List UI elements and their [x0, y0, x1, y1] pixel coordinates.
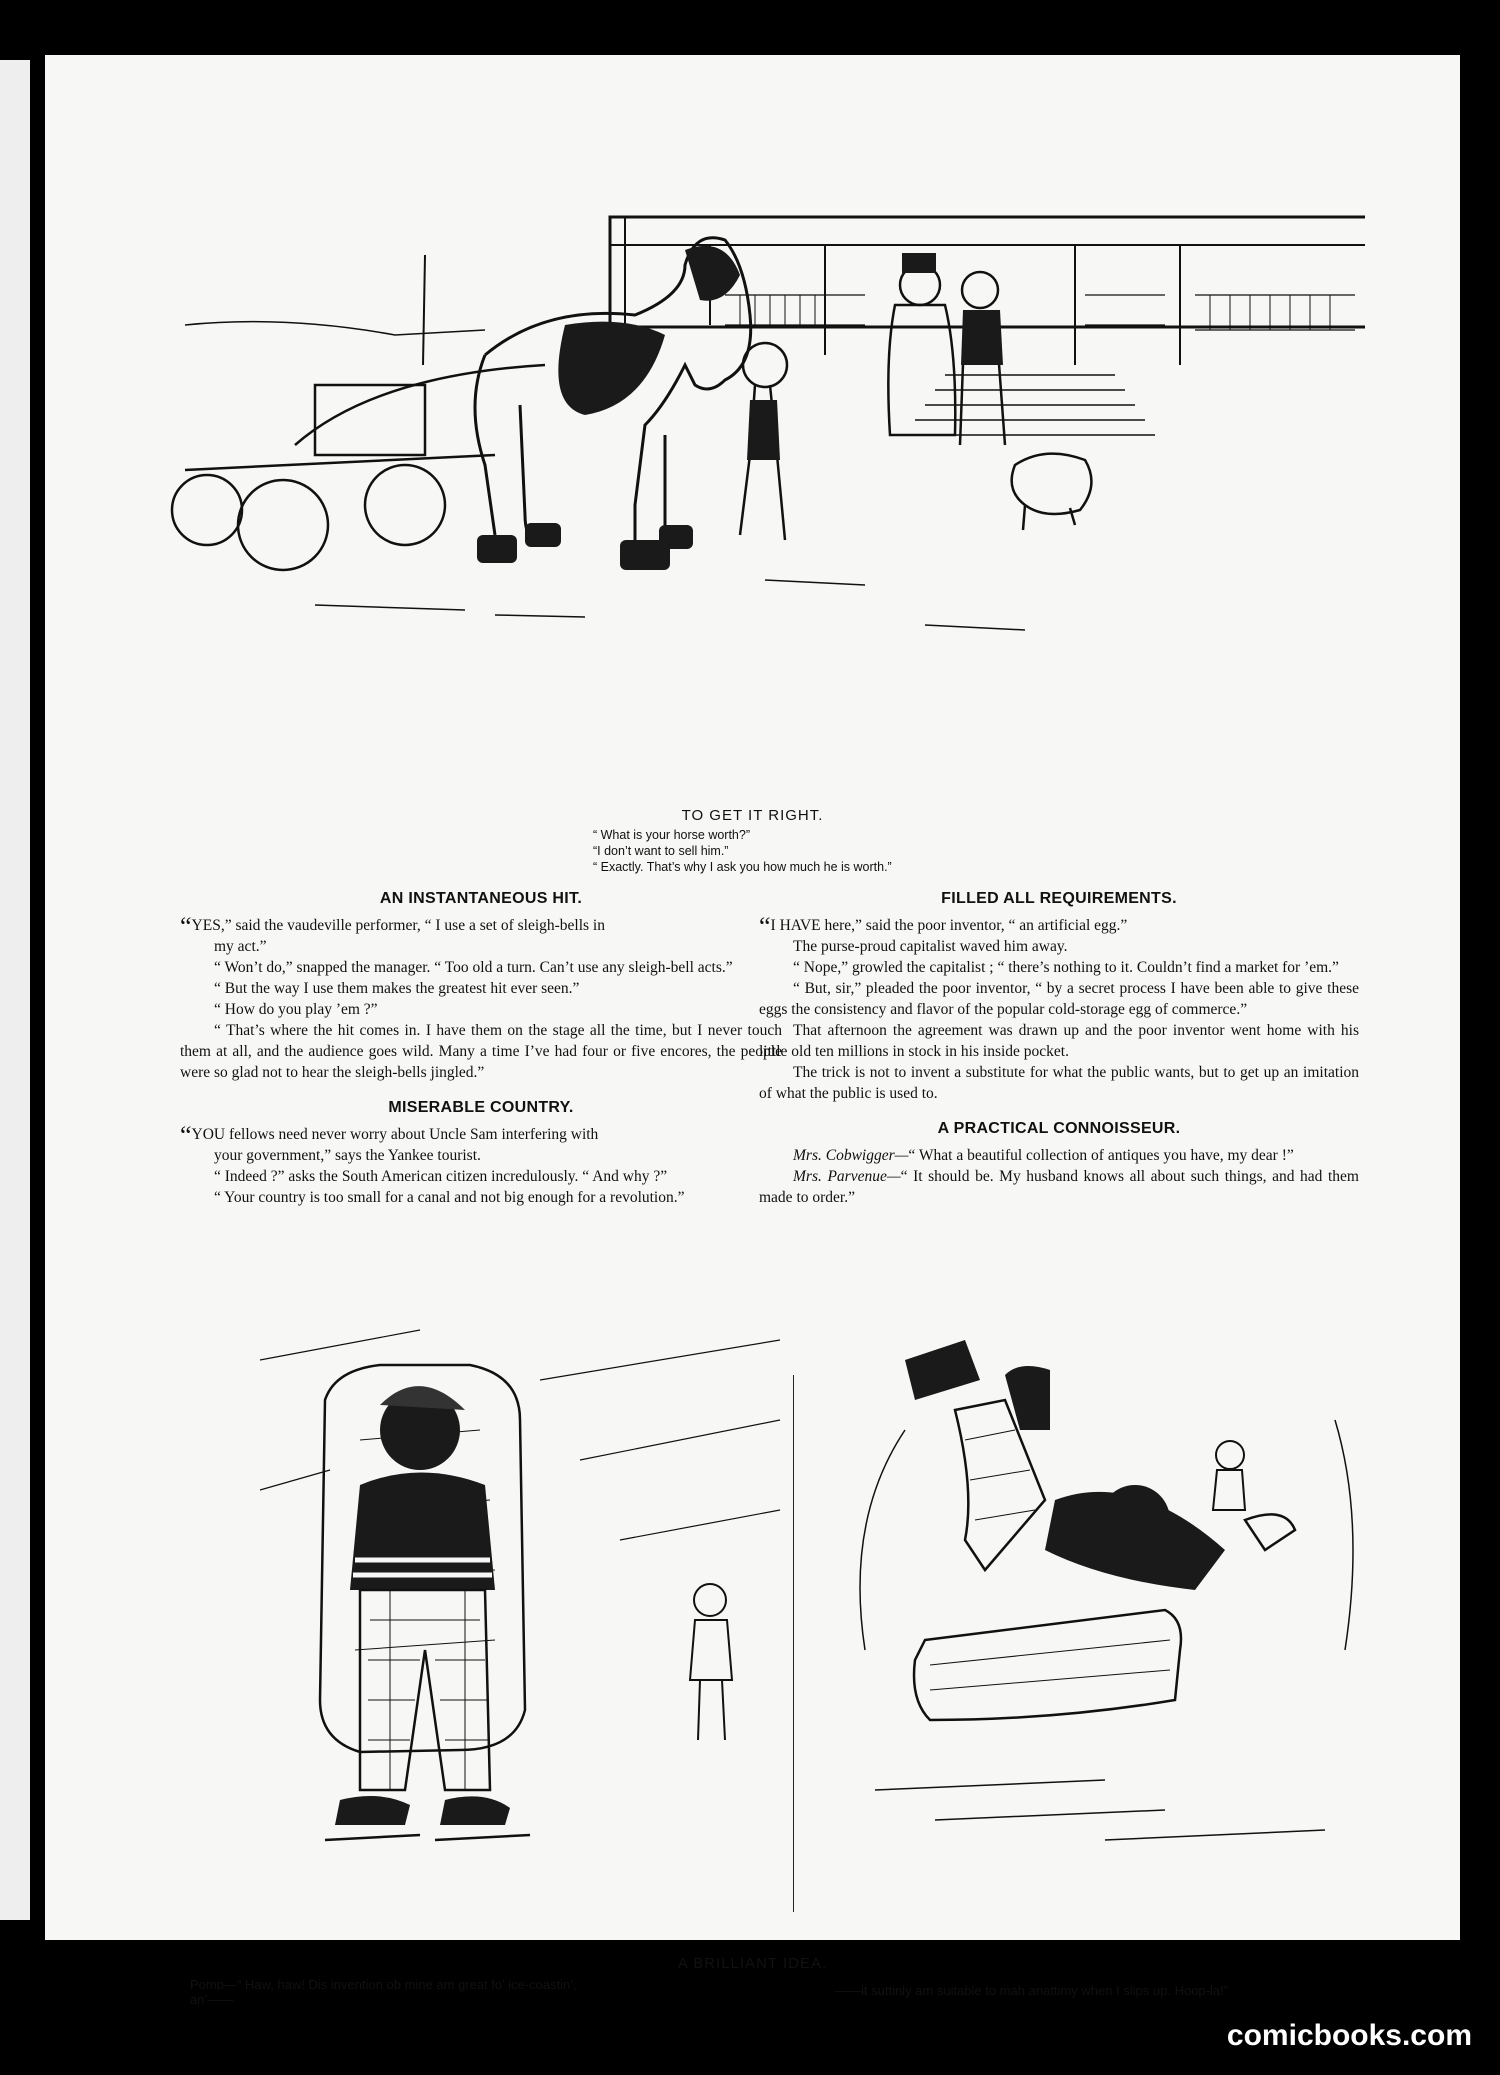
story-paragraph: That afternoon the agreement was drawn up and the poor inventor went home with his little old ten millions in stock in his inside pocket. [759, 1022, 1359, 1060]
story-paragraph: “YOU fellows need never worry about Uncle Sam interfering with [180, 1121, 599, 1150]
dialogue-line: “I don’t want to sell him.” [593, 844, 729, 858]
dialogue-line: “ What is your horse worth?” [593, 828, 750, 842]
story-paragraph: The purse-proud capitalist waved him away. [793, 938, 1068, 955]
story-paragraph: my act.” [214, 938, 267, 955]
site-watermark: comicbooks.com [1226, 2019, 1472, 2052]
fallen-skater-illustration [805, 1320, 1365, 1935]
story-paragraph: Mrs. Cobwigger—“ What a beautiful collection of antiques you have, my dear !” [793, 1147, 1294, 1164]
story-title: FILLED ALL REQUIREMENTS. [941, 890, 1177, 907]
bottom-cartoon-title: A BRILLIANT IDEA. [677, 1955, 828, 1972]
dialogue-line: “ Exactly. That’s why I ask you how much he is worth.” [593, 860, 892, 874]
adjacent-page-edge [0, 60, 30, 1920]
story-paragraph: “I HAVE here,” said the poor inventor, “ an artificial egg.” [759, 912, 1128, 941]
bottom-caption-right: ——it suttinly am suitable to mah anattimy when I slips up. Hoop-la!” [835, 1983, 1229, 1998]
story-title: AN INSTANTANEOUS HIT. [379, 890, 583, 907]
story-paragraph: “ That’s where the hit comes in. I have them on the stage all the time, but I never touch them at all, and the audience goes wild. Many a time I’ve had four or five encores, the people were so glad not to hear the sleigh-bells jingled.” [180, 1022, 782, 1081]
top-cartoon-dialogue [593, 827, 892, 875]
horse-cart-drawing [165, 205, 1365, 795]
story-title: A PRACTICAL CONNOISSEUR. [937, 1120, 1181, 1137]
fallen-skater-drawing [805, 1320, 1365, 1935]
magazine-page [45, 55, 1460, 2007]
story-paragraph: “ But, sir,” pleaded the poor inventor, “ by a secret process I have been able to give these eggs the consistency and flavor of the popular cold-storage egg of commerce.” [759, 980, 1359, 1018]
horse-cart-illustration [165, 205, 1365, 795]
story-paragraph: “ But the way I use them makes the greatest hit ever seen.” [214, 980, 580, 997]
story-paragraph: your government,” says the Yankee tourist. [214, 1147, 481, 1164]
story-paragraph: “YES,” said the vaudeville performer, “ I use a set of sleigh-bells in [180, 912, 605, 941]
story-paragraph: “ Won’t do,” snapped the manager. “ Too old a turn. Can’t use any sleigh-bell acts.” [214, 959, 733, 976]
story-paragraph: “ Nope,” growled the capitalist ; “ there’s nothing to it. Couldn’t find a market for ’em.” [793, 959, 1339, 976]
skater-illustration [240, 1320, 785, 1935]
caption-line: an’—— [190, 1992, 234, 2007]
story-paragraph: The trick is not to invent a substitute for what the public wants, but to get up an imitation of what the public is used to. [759, 1064, 1359, 1102]
story-paragraph: “ Your country is too small for a canal and not big enough for a revolution.” [214, 1189, 685, 1206]
story-title: MISERABLE COUNTRY. [388, 1099, 574, 1116]
skater-drawing [240, 1320, 785, 1935]
story-instantaneous-hit [180, 888, 782, 1083]
story-practical-connoisseur [759, 1118, 1359, 1208]
bottom-caption-left [190, 1977, 577, 2007]
story-miserable-country [180, 1097, 782, 1208]
left-column [180, 888, 782, 1222]
story-filled-requirements [759, 888, 1359, 1104]
story-paragraph: Mrs. Parvenue—“ It should be. My husband knows all about such things, and had them made to order.” [759, 1168, 1359, 1206]
story-paragraph: “ How do you play ’em ?” [214, 1001, 378, 1018]
right-column [759, 888, 1359, 1222]
caption-line: Pomp—“ Haw, haw! Dis invention ob mine am great fo’ ice-coastin’, [190, 1977, 577, 1992]
story-paragraph: “ Indeed ?” asks the South American citizen incredulously. “ And why ?” [214, 1168, 668, 1185]
column-divider [793, 1375, 794, 1912]
top-cartoon-title: TO GET IT RIGHT. [681, 807, 824, 824]
